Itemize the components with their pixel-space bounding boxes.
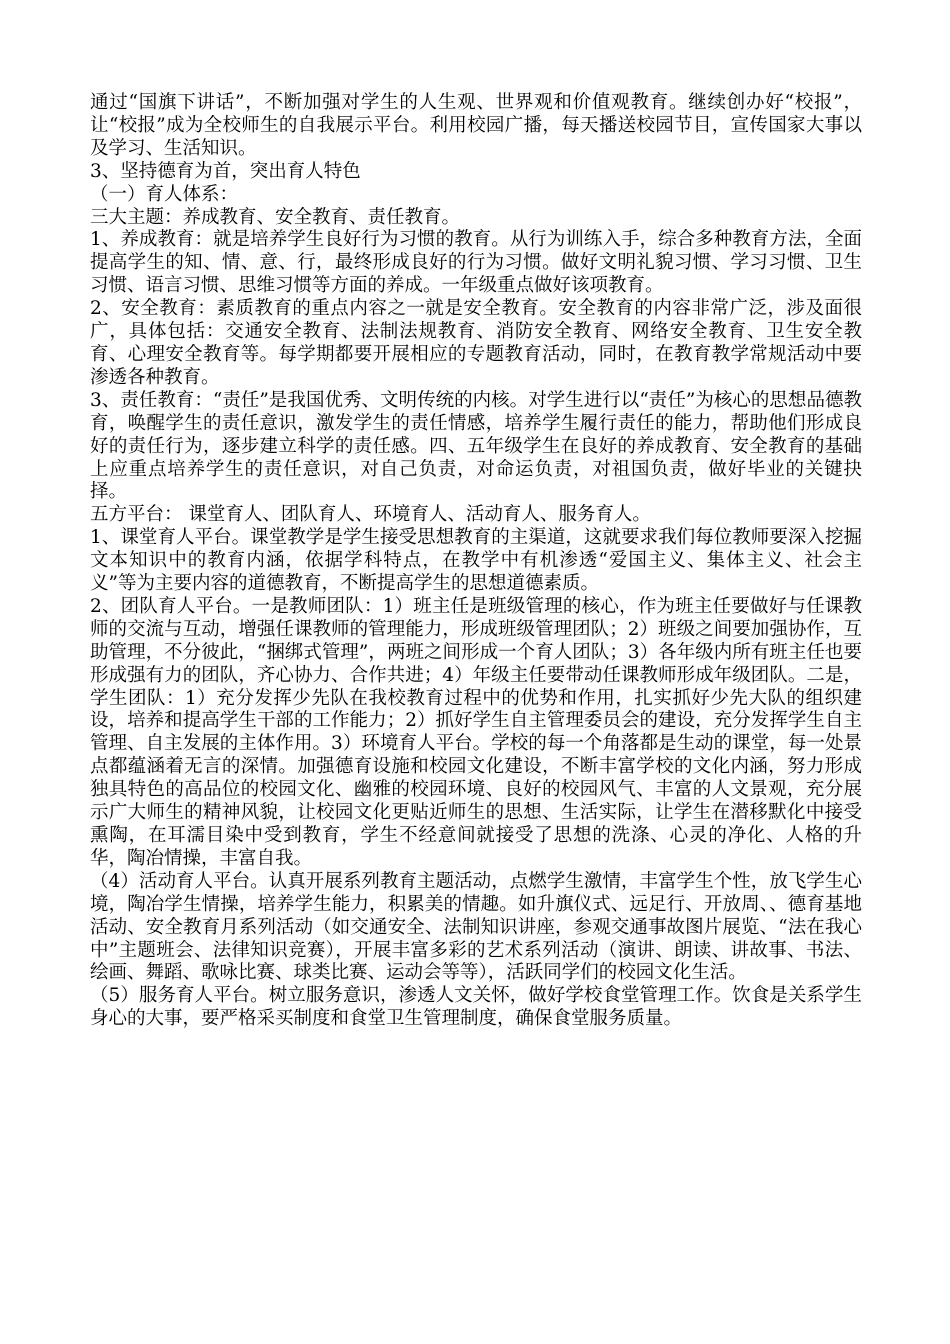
paragraph-san-da-zhuti: 三大主题：养成教育、安全教育、责任教育。: [90, 206, 461, 228]
paragraph-yangcheng-jiaoyu: 1、养成教育：就是培养学生良好行为习惯的教育。从行为训练入手，综合多种教育方法，全面提高学生的知、情、意、行，最终形成良好的行为习惯。做好文明礼貌习惯、学习习惯、卫生习惯、语言习惯、思维习惯等方面的养成。一年级重点做好该项教育。: [90, 229, 862, 297]
paragraph-tuandui-yuren: 2、团队育人平台。一是教师团队：1）班主任是班级管理的核心，作为班主任要做好与任课教师的交流与互动，增强任课教师的管理能力，形成班级管理团队；2）班级之间要加强协作，互助管理，不分彼此，“捆绑式管理”，两班之间形成一个育人团队；3）各年级内所有班主任也要形成强有力的团队，齐心协力、合作共进；4）年级主任要带动任课教师形成年级团队。二是，学生团队：1）充分发挥少先队在我校教育过程中的优势和作用，扎实抓好少先大队的组织建设，培养和提高学生干部的工作能力；2）抓好学生自主管理委员会的建设，充分发挥学生自主管理、自主发展的主体作用。3）环境育人平台。学校的每一个角落都是生动的课堂，每一处景点都蕴涵着无言的深情。加强德育设施和校园文化建设，不断丰富学校的文化内涵，努力形成独具特色的高品位的校园文化、幽雅的校园环境、良好的校园风气、丰富的人文景观，充分展示广大师生的精神风貌，让校园文化更贴近师生的思想、生活实际，让学生在潜移默化中接受熏陶，在耳濡目染中受到教育，学生不经意间就接受了思想的洗涤、心灵的净化、人格的升华，陶冶情操，丰富自我。: [90, 595, 862, 869]
heading-yuren-tixi: （一）育人体系：: [90, 183, 239, 205]
paragraph-fuwu-yuren: （5）服务育人平台。树立服务意识，渗透人文关怀，做好学校食堂管理工作。饮食是关系学生身心的大事，要严格采买制度和食堂卫生管理制度，确保食堂服务质量。: [90, 985, 862, 1030]
paragraph-wufang-pingtai: 五方平台： 课堂育人、团队育人、环境育人、活动育人、服务育人。: [90, 504, 651, 526]
paragraph-ketang-yuren: 1、课堂育人平台。课堂教学是学生接受思想教育的主渠道，这就要求我们每位教师要深入挖掘文本知识中的教育内涵，依据学科特点，在教学中有机渗透“爱国主义、集体主义、社会主义”等为主要内容的道德教育，不断提高学生的思想道德素质。: [90, 527, 862, 595]
heading-deyu-weishou: 3、坚持德育为首，突出育人特色: [90, 160, 361, 182]
document-body: [90, 92, 862, 1031]
paragraph-guoqi: 通过“国旗下讲话”，不断加强对学生的人生观、世界观和价值观教育。继续创办好“校报”，让“校报”成为全校师生的自我展示平台。利用校园广播，每天播送校园节目，宣传国家大事以及学习、生活知识。: [90, 92, 862, 159]
paragraph-huodong-yuren: （4）活动育人平台。认真开展系列教育主题活动，点燃学生激情，丰富学生个性，放飞学生心境，陶冶学生情操，培养学生能力，积累美的情趣。如升旗仪式、远足行、开放周、、德育基地活动、安全教育月系列活动（如交通安全、法制知识讲座，参观交通事故图片展览、“法在我心中”主题班会、法律知识竞赛），开展丰富多彩的艺术系列活动（演讲、朗读、讲故事、书法、绘画、舞蹈、歌咏比赛、球类比赛、运动会等等），活跃同学们的校园文化生活。: [90, 870, 862, 984]
paragraph-anquan-jiaoyu: 2、安全教育：素质教育的重点内容之一就是安全教育。安全教育的内容非常广泛，涉及面很广，具体包括：交通安全教育、法制法规教育、消防安全教育、网络安全教育、卫生安全教育、心理安全教育等。每学期都要开展相应的专题教育活动，同时，在教育教学常规活动中要渗透各种教育。: [90, 298, 862, 388]
paragraph-zeren-jiaoyu: 3、责任教育：“责任”是我国优秀、文明传统的内核。对学生进行以“责任”为核心的思想品德教育，唤醒学生的责任意识，激发学生的责任情感，培养学生履行责任的能力，帮助他们形成良好的责任行为，逐步建立科学的责任感。四、五年级学生在良好的养成教育、安全教育的基础上应重点培养学生的责任意识，对自己负责，对命运负责，对祖国负责，做好毕业的关键抉择。: [90, 389, 862, 503]
